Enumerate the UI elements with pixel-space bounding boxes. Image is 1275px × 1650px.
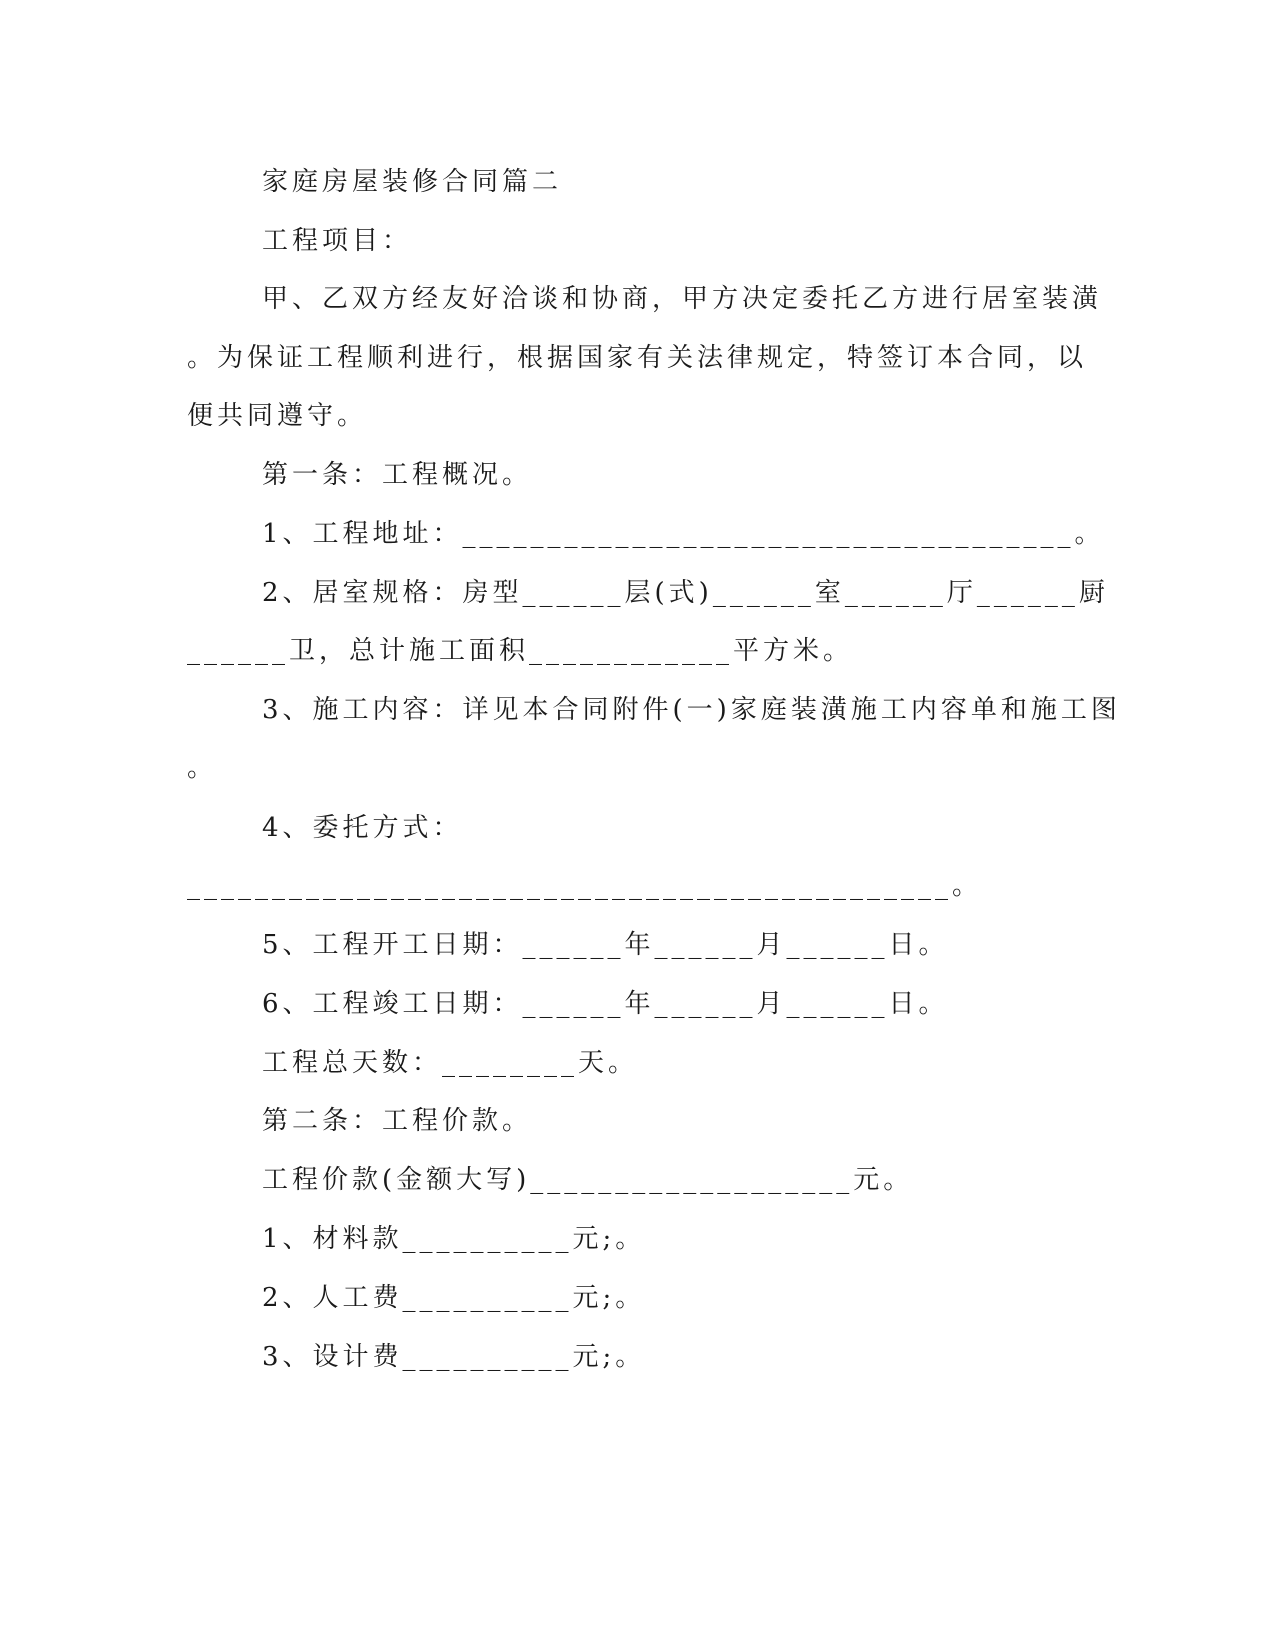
commission-method-blank: _____________________________________________。 (187, 871, 982, 901)
design-cost-line: 3、设计费__________元;。 (262, 1342, 646, 1372)
document-title: 家庭房屋装修合同篇二 (262, 167, 563, 197)
article-2-heading: 第二条：工程价款。 (262, 1106, 533, 1136)
completion-date-line: 6、工程竣工日期：______年______月______日。 (262, 989, 949, 1019)
intro-paragraph-line-2: 。为保证工程顺利进行，根据国家有关法律规定，特签订本合同，以 (187, 343, 1088, 373)
commission-method-label: 4、委托方式： (262, 813, 463, 843)
construction-content-line-2: 。 (187, 753, 218, 783)
material-cost-line: 1、材料款__________元;。 (262, 1224, 646, 1254)
room-spec-line-2: ______卫，总计施工面积____________平方米。 (187, 636, 854, 666)
intro-paragraph-line-3: 便共同遵守。 (187, 401, 368, 431)
project-price-line: 工程价款(金额大写)___________________元。 (262, 1165, 914, 1195)
construction-content-line-1: 3、施工内容：详见本合同附件(一)家庭装潢施工内容单和施工图 (262, 695, 1121, 725)
project-address-line: 1、工程地址：____________________________________。 (262, 519, 1105, 549)
room-spec-line-1: 2、居室规格：房型______层(式)______室______厅______厨 (262, 578, 1109, 608)
start-date-line: 5、工程开工日期：______年______月______日。 (262, 930, 949, 960)
total-days-line: 工程总天数：________天。 (262, 1048, 639, 1078)
labor-cost-line: 2、人工费__________元;。 (262, 1283, 646, 1313)
intro-paragraph-line-1: 甲、乙双方经友好洽谈和协商，甲方决定委托乙方进行居室装潢 (262, 284, 1103, 314)
article-1-heading: 第一条：工程概况。 (262, 460, 533, 490)
project-label: 工程项目： (262, 226, 413, 256)
